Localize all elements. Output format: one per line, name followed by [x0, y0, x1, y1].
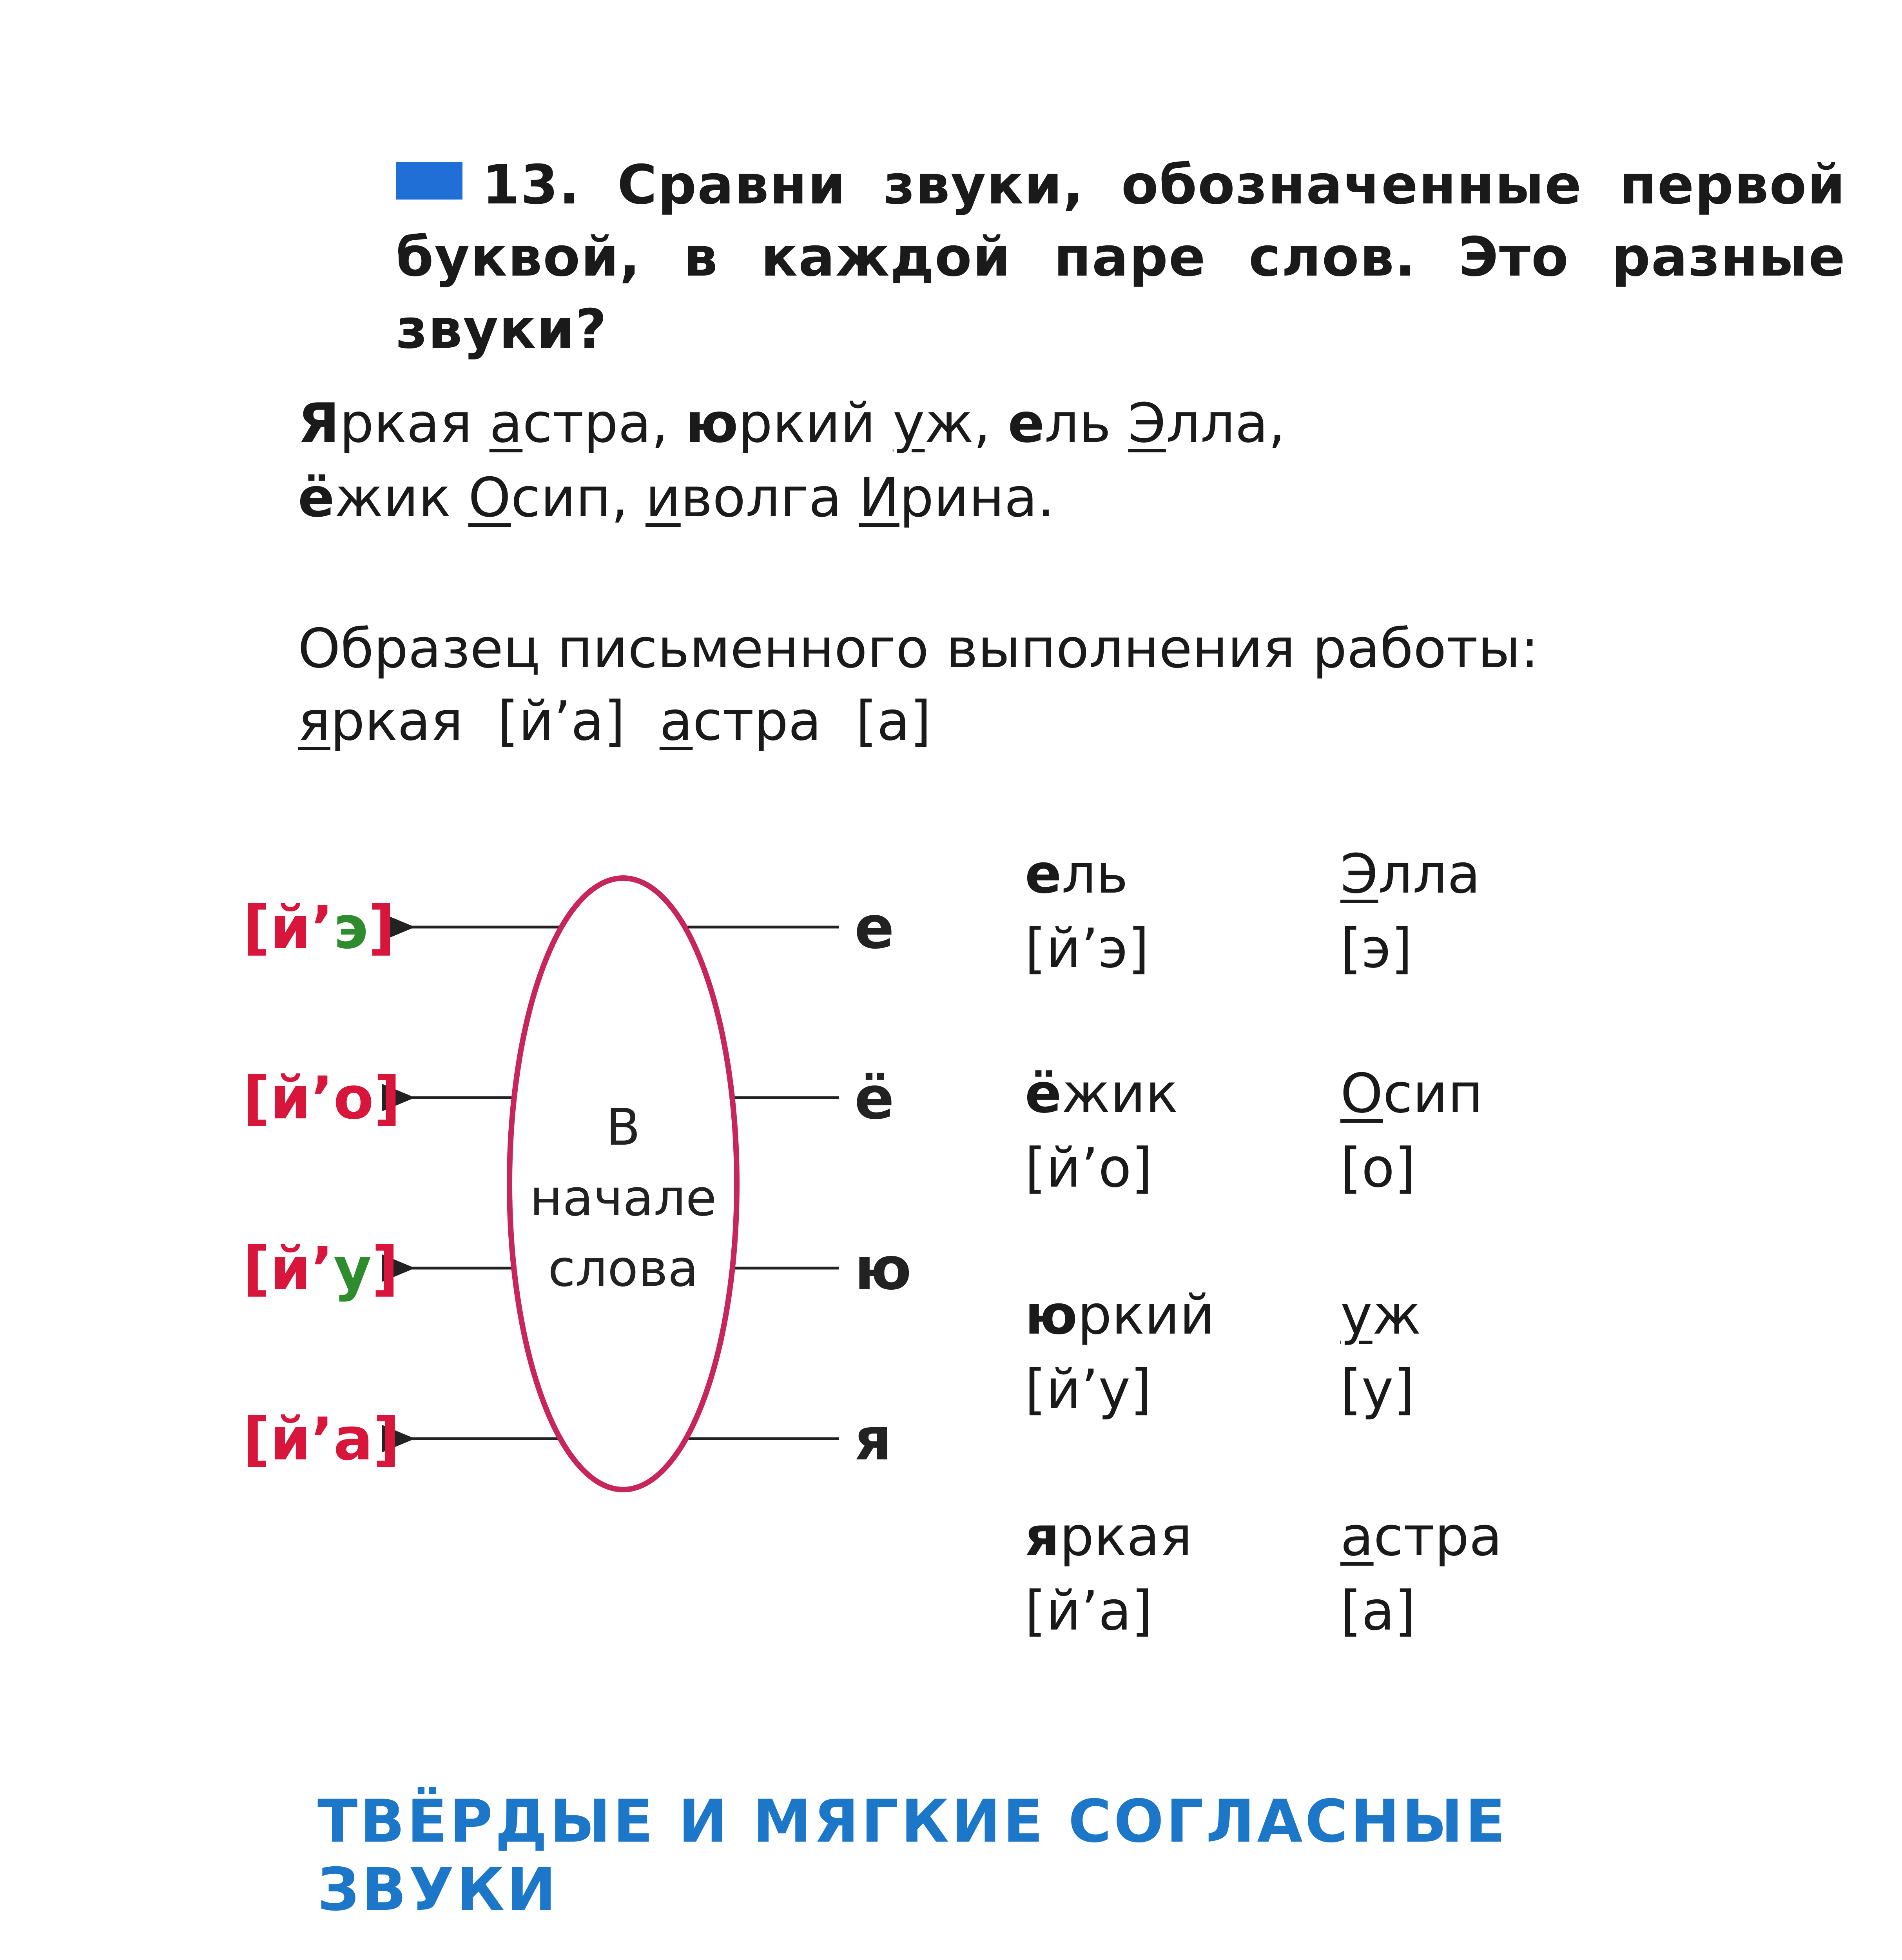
letter-label: я — [854, 1405, 892, 1474]
word: юркий — [685, 392, 893, 455]
sound-label: [й’у] — [243, 1235, 399, 1303]
oval-text-line: слова — [548, 1240, 699, 1298]
word: ёжик — [298, 466, 468, 529]
sound-label: [й’о] — [243, 1064, 401, 1132]
pair-right-word: Осип — [1340, 1062, 1483, 1125]
task13-title — [396, 149, 1846, 365]
vowel-diagram — [235, 843, 941, 1548]
oval-text-line: В — [606, 1098, 640, 1157]
letter-label: е — [854, 894, 894, 962]
pair-right-transcription: [а] — [1340, 1579, 1416, 1642]
pair-left-word: яркая — [1025, 1505, 1193, 1568]
pair-right-word: уж — [1340, 1283, 1421, 1347]
section-heading: ТВЁРДЫЕ И МЯГКИЕ СОГЛАСНЫЕ ЗВУКИ — [317, 1788, 1508, 1924]
pair-left-transcription: [й’у] — [1025, 1358, 1151, 1421]
letter-label: ю — [854, 1235, 912, 1303]
task13-number: 13. — [482, 153, 580, 216]
word: Яркая — [298, 392, 490, 455]
pair-right-word: астра — [1340, 1505, 1503, 1568]
word: Осип, — [468, 466, 645, 529]
task-marker-square — [396, 162, 462, 200]
word: иволга — [645, 466, 859, 529]
word: ель — [1008, 392, 1128, 455]
sample-label: Образец письменного выполнения работы: — [298, 617, 1539, 680]
pair-left-word: юркий — [1025, 1283, 1215, 1347]
word: Ирина. — [859, 466, 1055, 529]
word: астра, — [489, 392, 686, 455]
sample-line: яркая [й’а] астра [а] — [298, 690, 931, 753]
task13-words-line2 — [298, 461, 1826, 535]
sound-label: [й’э] — [243, 894, 395, 962]
word: Элла, — [1128, 392, 1286, 455]
pair-right-transcription: [у] — [1340, 1358, 1415, 1421]
sound-label: [й’а] — [243, 1405, 400, 1474]
pair-left-word: ель — [1025, 842, 1128, 906]
pair-right-word: Элла — [1340, 842, 1481, 906]
pair-left-transcription: [й’а] — [1025, 1579, 1153, 1642]
pair-left-transcription: [й’э] — [1025, 917, 1149, 980]
task13-title-text: Сравни звуки, обозначенные первой буквой, в каждой паре слов. Это разные звуки? — [396, 153, 1846, 361]
word: уж, — [892, 392, 1008, 455]
pair-left-transcription: [й’о] — [1025, 1136, 1153, 1200]
task13-words-line1 — [298, 386, 1826, 461]
pair-right-transcription: [э] — [1340, 917, 1412, 980]
letter-label: ё — [854, 1064, 894, 1132]
pair-right-transcription: [о] — [1340, 1136, 1416, 1200]
pair-left-word: ёжик — [1025, 1062, 1178, 1125]
oval-text-line: начале — [529, 1169, 717, 1227]
